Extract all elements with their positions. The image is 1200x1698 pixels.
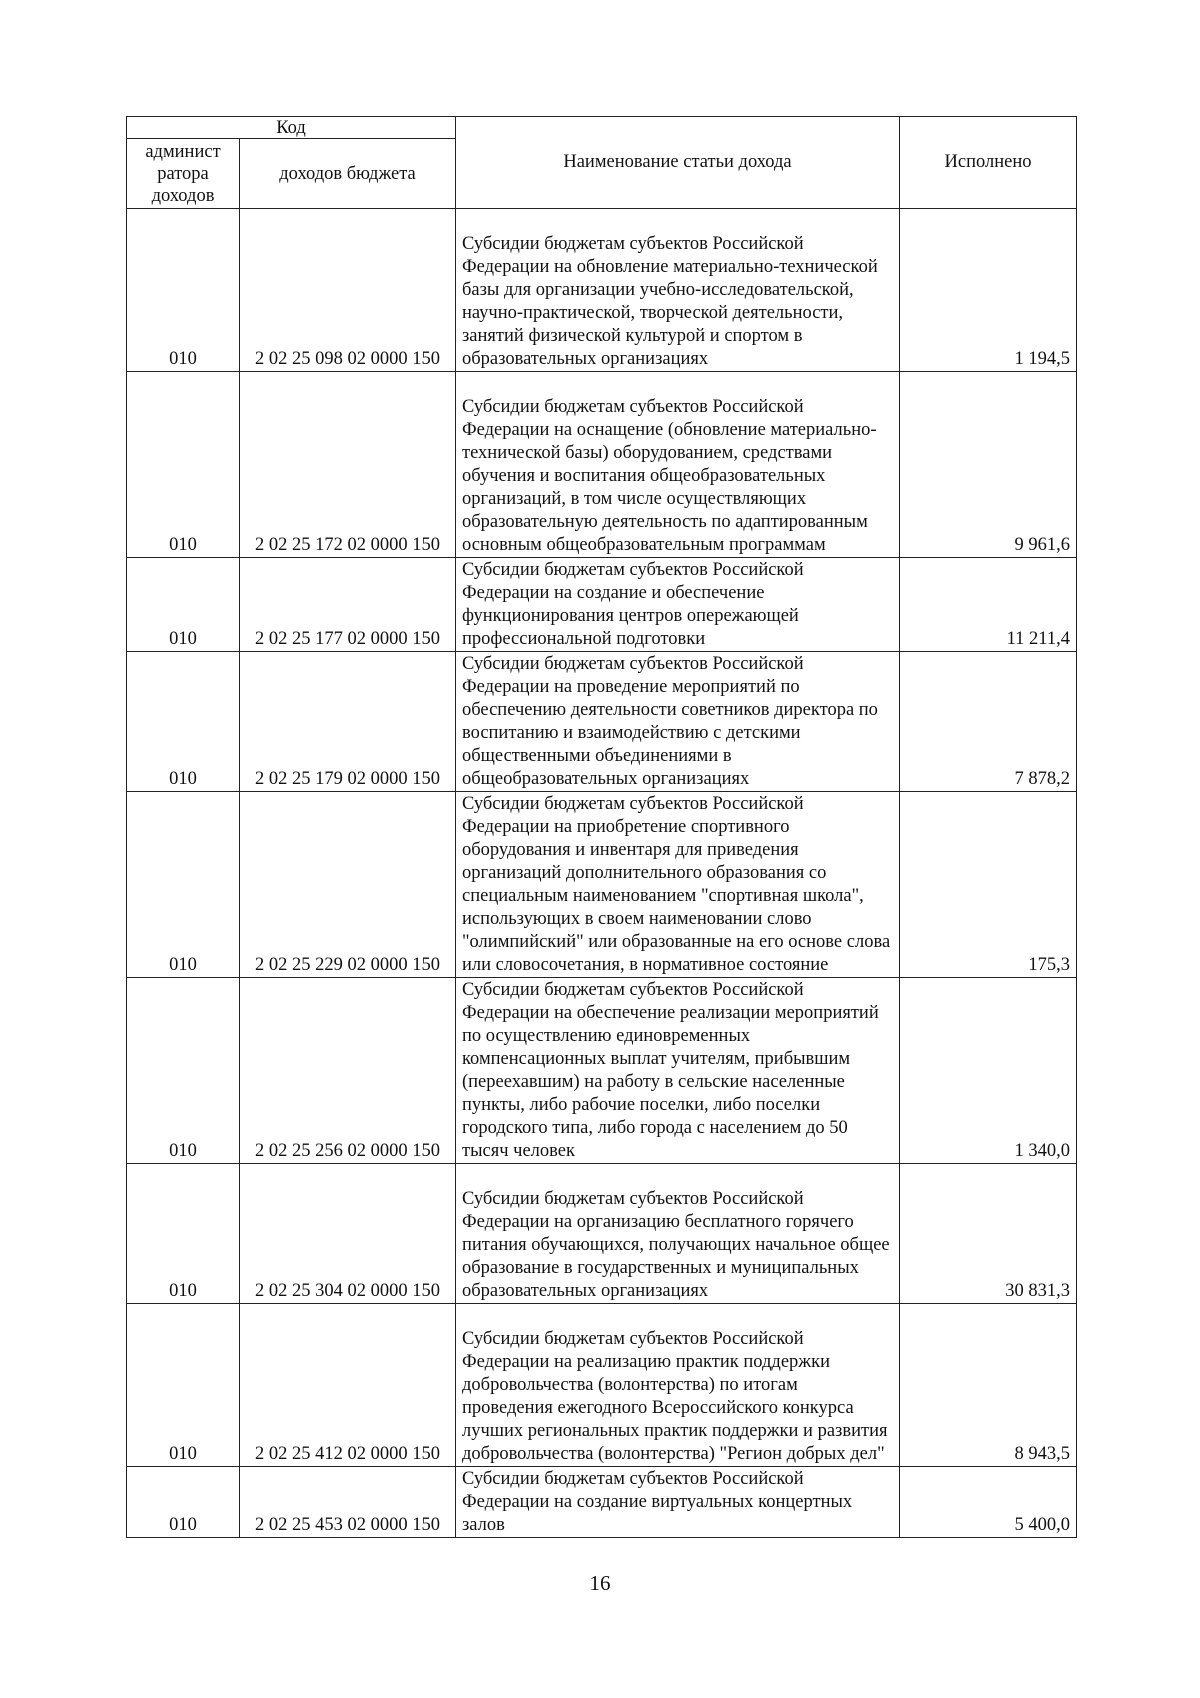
executed-value-cell: 5 400,0 [900, 1467, 1077, 1538]
header-admin: админист ратора доходов [127, 139, 240, 209]
budget-code-cell: 2 02 25 172 02 0000 150 [240, 372, 456, 558]
table-header [127, 117, 1077, 209]
table-row [127, 792, 1077, 978]
table-body [127, 209, 1077, 1538]
table-row [127, 1164, 1077, 1304]
revenue-name-cell: Субсидии бюджетам субъектов Российской Федерации на создание виртуальных концертных залов [456, 1467, 900, 1538]
revenue-name-cell: Субсидии бюджетам субъектов Российской Федерации на приобретение спортивного оборудования и инвентаря для приведения организаций дополнительного образования со специальным наименованием "спортивная школа", использующих в своем наименовании слово "олимпийский" или образованные на его основе слова или словосочетания, в нормативное состояние [456, 792, 900, 978]
table-row [127, 978, 1077, 1164]
budget-code-cell: 2 02 25 453 02 0000 150 [240, 1467, 456, 1538]
budget-code-cell: 2 02 25 098 02 0000 150 [240, 209, 456, 372]
budget-code-cell: 2 02 25 177 02 0000 150 [240, 558, 456, 652]
revenue-table [126, 116, 1077, 1538]
revenue-name-cell: Субсидии бюджетам субъектов Российской Федерации на проведение мероприятий по обеспечению деятельности советников директора по воспитанию и взаимодействию с детскими общественными объединениями в общеобразовательных организациях [456, 652, 900, 792]
budget-code-cell: 2 02 25 412 02 0000 150 [240, 1304, 456, 1467]
executed-value-cell: 9 961,6 [900, 372, 1077, 558]
revenue-name-cell: Субсидии бюджетам субъектов Российской Федерации на создание и обеспечение функционирования центров опережающей профессиональной подготовки [456, 558, 900, 652]
revenue-name-cell: Субсидии бюджетам субъектов Российской Федерации на обеспечение реализации мероприятий по осуществлению единовременных компенсационных выплат учителям, прибывшим (переехавшим) на работу в сельские населенные пункты, либо рабочие поселки, либо поселки городского типа, либо города с населением до 50 тысяч человек [456, 978, 900, 1164]
executed-value-cell: 7 878,2 [900, 652, 1077, 792]
table-row [127, 1304, 1077, 1467]
admin-code-cell: 010 [127, 1164, 240, 1304]
budget-code-cell: 2 02 25 304 02 0000 150 [240, 1164, 456, 1304]
revenue-name-cell: Субсидии бюджетам субъектов Российской Федерации на реализацию практик поддержки добровольчества (волонтерства) по итогам проведения ежегодного Всероссийского конкурса лучших региональных практик поддержки и развития добровольчества (волонтерства) "Регион добрых дел" [456, 1304, 900, 1467]
header-name: Наименование статьи дохода [456, 117, 900, 209]
executed-value-cell: 175,3 [900, 792, 1077, 978]
table-row [127, 558, 1077, 652]
budget-code-cell: 2 02 25 179 02 0000 150 [240, 652, 456, 792]
executed-value-cell: 1 340,0 [900, 978, 1077, 1164]
header-budget-code: доходов бюджета [240, 139, 456, 209]
admin-code-cell: 010 [127, 1304, 240, 1467]
budget-code-cell: 2 02 25 229 02 0000 150 [240, 792, 456, 978]
admin-code-cell: 010 [127, 372, 240, 558]
revenue-name-cell: Субсидии бюджетам субъектов Российской Федерации на оснащение (обновление материально-технической базы) оборудованием, средствами обучения и воспитания общеобразовательных организаций, в том числе осуществляющих образовательную деятельность по адаптированным основным общеобразовательным программам [456, 372, 900, 558]
executed-value-cell: 30 831,3 [900, 1164, 1077, 1304]
admin-code-cell: 010 [127, 558, 240, 652]
admin-code-cell: 010 [127, 209, 240, 372]
executed-value-cell: 1 194,5 [900, 209, 1077, 372]
header-executed: Исполнено [900, 117, 1077, 209]
executed-value-cell: 8 943,5 [900, 1304, 1077, 1467]
admin-code-cell: 010 [127, 1467, 240, 1538]
budget-code-cell: 2 02 25 256 02 0000 150 [240, 978, 456, 1164]
table-row [127, 372, 1077, 558]
admin-code-cell: 010 [127, 978, 240, 1164]
table-row [127, 1467, 1077, 1538]
revenue-name-cell: Субсидии бюджетам субъектов Российской Федерации на организацию бесплатного горячего питания обучающихся, получающих начальное общее образование в государственных и муниципальных образовательных организациях [456, 1164, 900, 1304]
admin-code-cell: 010 [127, 652, 240, 792]
revenue-name-cell: Субсидии бюджетам субъектов Российской Федерации на обновление материально-технической базы для организации учебно-исследовательской, научно-практической, творческой деятельности, занятий физической культурой и спортом в образовательных организациях [456, 209, 900, 372]
page-number: 16 [589, 1571, 611, 1595]
executed-value-cell: 11 211,4 [900, 558, 1077, 652]
admin-code-cell: 010 [127, 792, 240, 978]
table-row [127, 652, 1077, 792]
header-code-group: Код [127, 117, 456, 139]
table-row [127, 209, 1077, 372]
